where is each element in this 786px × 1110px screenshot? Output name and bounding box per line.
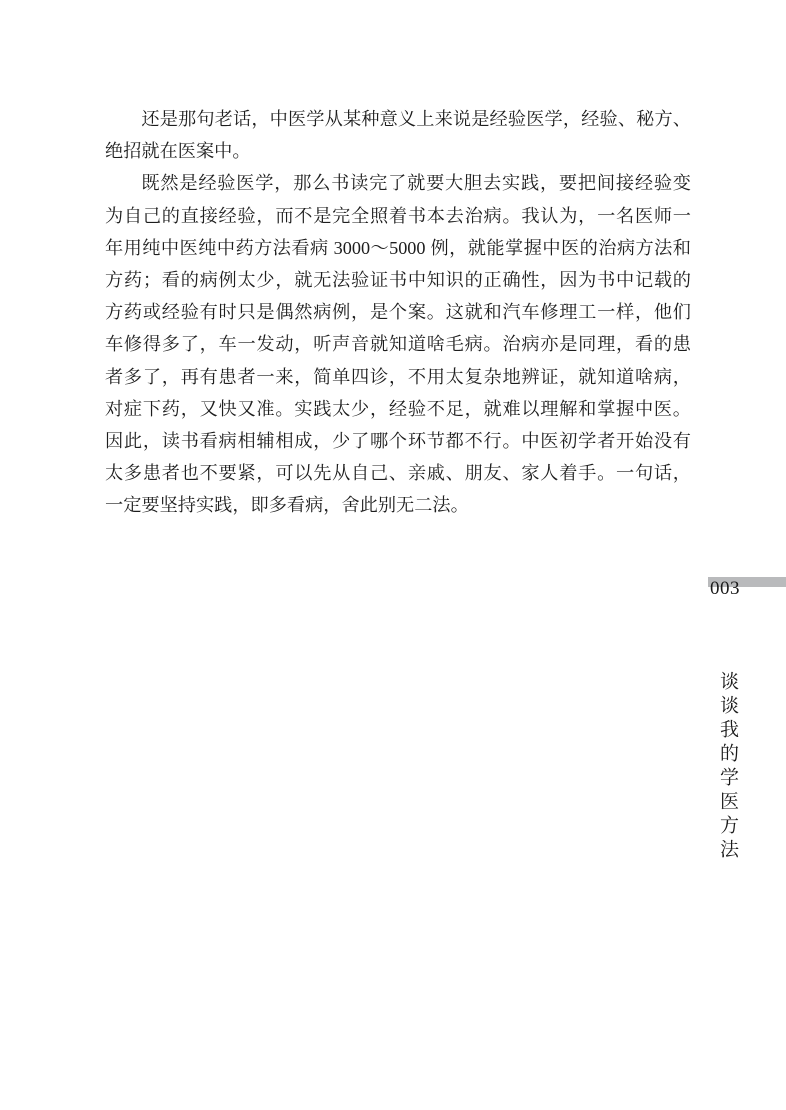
paragraph [105,103,691,167]
text-line: 对症下药，又快又准。实践太少，经验不足，就难以理解和掌握中医。 [105,398,691,419]
text-line: 方药或经验有时只是偶然病例，是个案。这就和汽车修理工一样，他们 [105,302,691,323]
text-line: 既然是经验医学，那么书读完了就要大胆去实践，要把间接经验变 [141,173,691,194]
paragraph [105,167,691,521]
text-line: 太多患者也不要紧，可以先从自己、亲戚、朋友、家人着手。一句话， [105,463,691,484]
text-line: 车修得多了，车一发动，听声音就知道啥毛病。治病亦是同理，看的患 [105,334,691,355]
text-line: 还是那句老话，中医学从某种意义上来说是经验医学，经验、秘方、 [141,109,691,129]
text-line: 绝招就在医案中。 [105,141,251,162]
chapter-side-title: 谈谈我的学医方法 [717,671,738,863]
text-line: 因此，读书看病相辅相成，少了哪个环节都不行。中医初学者开始没有 [105,430,691,451]
text-line: 方药；看的病例太少，就无法验证书中知识的正确性，因为书中记载的 [105,269,691,290]
body-text [105,103,691,521]
text-line: 为自己的直接经验，而不是完全照着书本去治病。我认为，一名医师一 [105,205,691,226]
text-line: 年用纯中医纯中药方法看病 3000～5000 例，就能掌握中医的治病方法和 [105,237,691,258]
text-line: 一定要坚持实践，即多看病，舍此别无二法。 [105,495,469,516]
text-line: 者多了，再有患者一来，简单四诊，不用太复杂地辨证，就知道啥病， [105,366,691,387]
page-number: 003 [710,578,740,599]
